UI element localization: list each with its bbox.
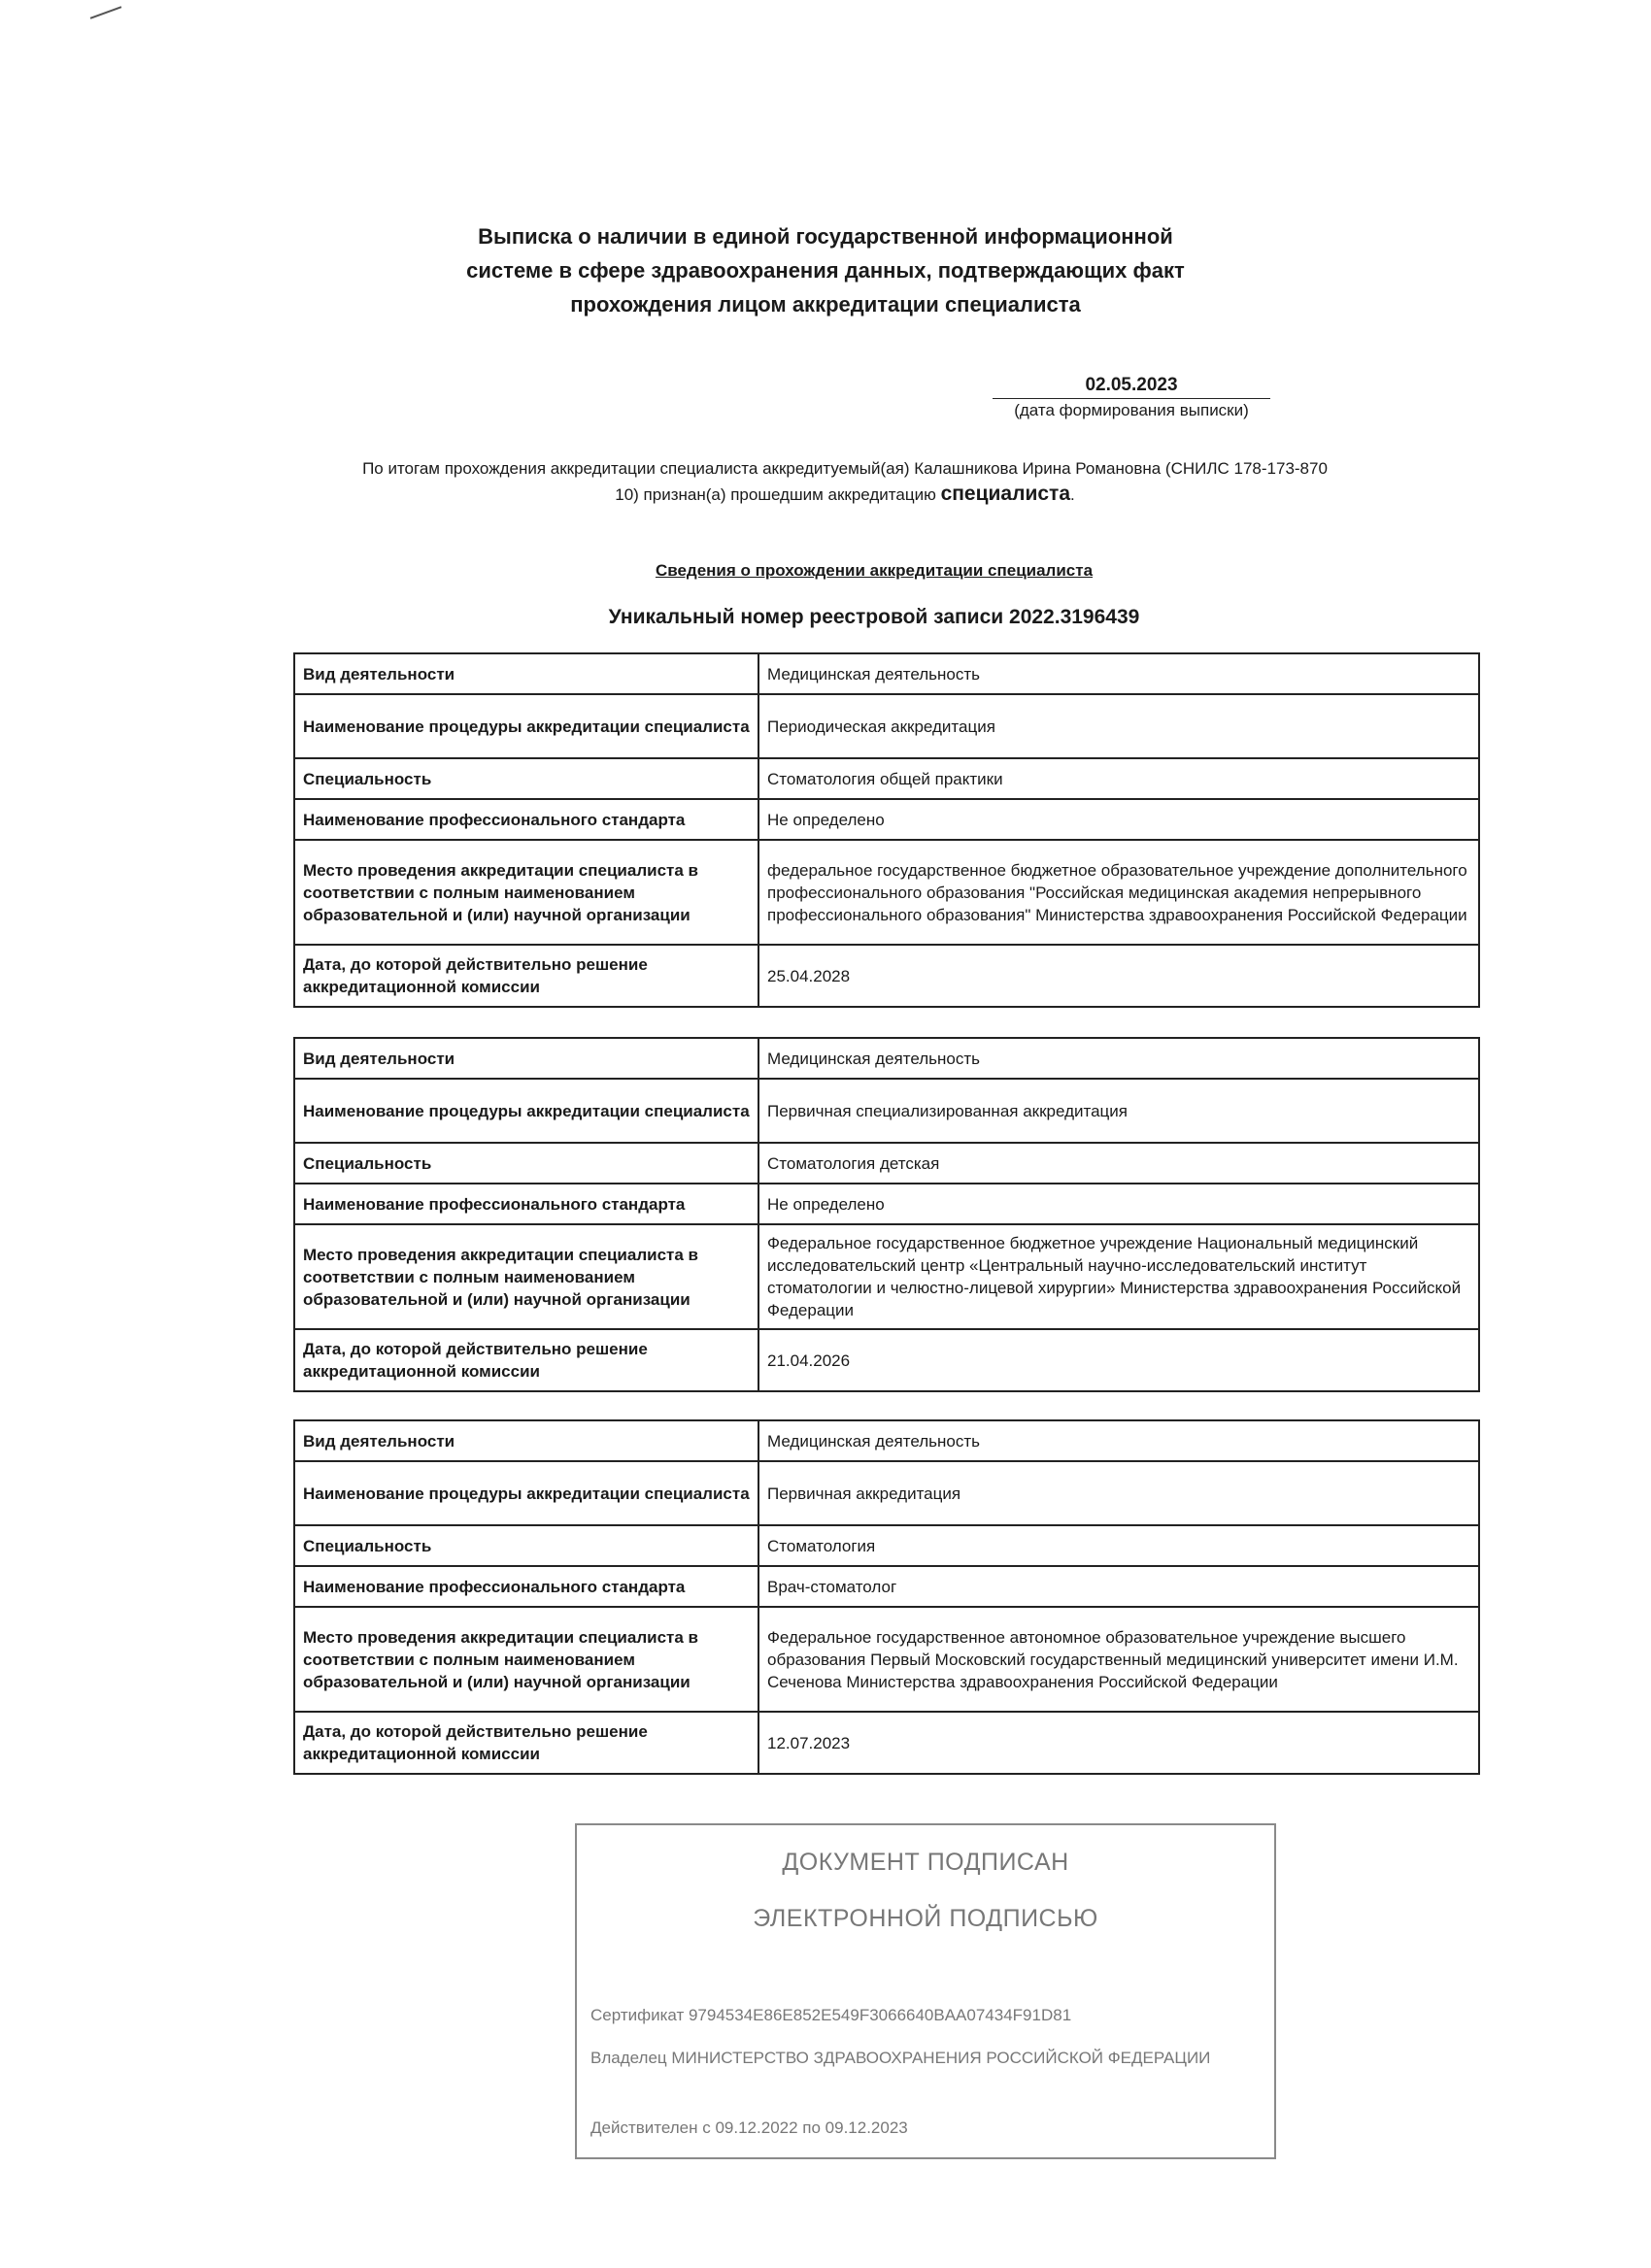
row-label: Специальность xyxy=(294,1525,758,1566)
row-value: Стоматология xyxy=(758,1525,1479,1566)
row-value: Федеральное государственное автономное образовательное учреждение высшего образования Первый Московский государственный медицинский университет имени И.М. Сеченова Министерства здравоохранения Российской Федерации xyxy=(758,1607,1479,1712)
row-label: Наименование процедуры аккредитации специалиста xyxy=(294,694,758,758)
table-row xyxy=(294,694,1479,758)
accreditation-record-table xyxy=(293,652,1480,1008)
row-value: Медицинская деятельность xyxy=(758,653,1479,694)
row-value: 25.04.2028 xyxy=(758,945,1479,1007)
table-row xyxy=(294,1143,1479,1184)
stamp-owner: Владелец МИНИСТЕРСТВО ЗДРАВООХРАНЕНИЯ РОССИЙСКОЙ ФЕДЕРАЦИИ xyxy=(590,2049,1211,2067)
accreditation-record-table xyxy=(293,1037,1480,1392)
title-line: системе в сфере здравоохранения данных, подтверждающих факт xyxy=(466,258,1185,283)
table-row xyxy=(294,1712,1479,1774)
intro-period: . xyxy=(1070,485,1075,504)
table-row xyxy=(294,1329,1479,1391)
intro-line xyxy=(253,482,1437,508)
registry-number: Уникальный номер реестровой записи 2022.3196439 xyxy=(608,606,1140,628)
statement-date-caption: (дата формирования выписки) xyxy=(1014,401,1249,419)
table-row xyxy=(294,653,1479,694)
row-label: Вид деятельности xyxy=(294,1038,758,1079)
row-label: Вид деятельности xyxy=(294,653,758,694)
accreditation-record-table xyxy=(293,1419,1480,1775)
table-row xyxy=(294,1461,1479,1525)
table-row xyxy=(294,1079,1479,1143)
table-row xyxy=(294,1525,1479,1566)
table-row xyxy=(294,758,1479,799)
statement-date: 02.05.2023 xyxy=(993,373,1270,399)
table-row xyxy=(294,1038,1479,1079)
stamp-heading: ДОКУМЕНТ ПОДПИСАН xyxy=(782,1849,1069,1876)
table-row xyxy=(294,1607,1479,1712)
row-value: Периодическая аккредитация xyxy=(758,694,1479,758)
intro-paragraph xyxy=(253,456,1437,508)
table-row xyxy=(294,799,1479,840)
row-label: Место проведения аккредитации специалиста в соответствии с полным наименованием образовательной и (или) научной организации xyxy=(294,840,758,945)
intro-emphasis: специалиста xyxy=(940,483,1070,505)
table-row xyxy=(294,1566,1479,1607)
row-value: Стоматология детская xyxy=(758,1143,1479,1184)
row-label: Вид деятельности xyxy=(294,1420,758,1461)
title-line: прохождения лицом аккредитации специалиста xyxy=(570,292,1081,317)
row-value: Первичная аккредитация xyxy=(758,1461,1479,1525)
row-value: Не определено xyxy=(758,799,1479,840)
statement-date-block xyxy=(993,373,1270,422)
table-row xyxy=(294,945,1479,1007)
row-label: Наименование процедуры аккредитации специалиста xyxy=(294,1461,758,1525)
row-value: Медицинская деятельность xyxy=(758,1038,1479,1079)
row-label: Место проведения аккредитации специалиста в соответствии с полным наименованием образовательной и (или) научной организации xyxy=(294,1224,758,1329)
row-value: Медицинская деятельность xyxy=(758,1420,1479,1461)
row-value: 21.04.2026 xyxy=(758,1329,1479,1391)
row-label: Специальность xyxy=(294,758,758,799)
table-row xyxy=(294,840,1479,945)
stamp-validity: Действителен с 09.12.2022 по 09.12.2023 xyxy=(590,2118,908,2137)
table-row xyxy=(294,1420,1479,1461)
row-label: Специальность xyxy=(294,1143,758,1184)
intro-text: 10) признан(а) прошедшим аккредитацию xyxy=(615,485,941,504)
stamp-heading: ЭЛЕКТРОННОЙ ПОДПИСЬЮ xyxy=(753,1905,1098,1932)
row-value: 12.07.2023 xyxy=(758,1712,1479,1774)
row-label: Наименование профессионального стандарта xyxy=(294,1566,758,1607)
row-value: Первичная специализированная аккредитация xyxy=(758,1079,1479,1143)
stamp-certificate: Сертификат 9794534E86E852E549F3066640BAA07434F91D81 xyxy=(590,2006,1072,2024)
row-label: Место проведения аккредитации специалиста в соответствии с полным наименованием образовательной и (или) научной организации xyxy=(294,1607,758,1712)
document-title xyxy=(291,219,1360,321)
intro-line: По итогам прохождения аккредитации специалиста аккредитуемый(ая) Калашникова Ирина Романовна (СНИЛС 178-173-870 xyxy=(362,459,1328,478)
scan-artifact-mark xyxy=(90,6,122,19)
row-value: федеральное государственное бюджетное образовательное учреждение дополнительного профессионального образования "Российская медицинская академия непрерывного профессионального образования" Министерства здравоохранения Российской Федерации xyxy=(758,840,1479,945)
row-value: Федеральное государственное бюджетное учреждение Национальный медицинский исследовательский центр «Центральный научно-исследовательский институт стоматологии и челюстно-лицевой хирургии» Министерства здравоохранения Российской Федерации xyxy=(758,1224,1479,1329)
table-row xyxy=(294,1184,1479,1224)
row-value: Врач-стоматолог xyxy=(758,1566,1479,1607)
table-row xyxy=(294,1224,1479,1329)
row-value: Не определено xyxy=(758,1184,1479,1224)
title-line: Выписка о наличии в единой государственной информационной xyxy=(478,224,1173,249)
row-label: Наименование профессионального стандарта xyxy=(294,1184,758,1224)
section-title: Сведения о прохождении аккредитации специалиста xyxy=(655,561,1094,580)
row-value: Стоматология общей практики xyxy=(758,758,1479,799)
row-label: Дата, до которой действительно решение аккредитационной комиссии xyxy=(294,945,758,1007)
row-label: Наименование процедуры аккредитации специалиста xyxy=(294,1079,758,1143)
row-label: Дата, до которой действительно решение аккредитационной комиссии xyxy=(294,1329,758,1391)
row-label: Дата, до которой действительно решение аккредитационной комиссии xyxy=(294,1712,758,1774)
row-label: Наименование профессионального стандарта xyxy=(294,799,758,840)
electronic-signature-stamp xyxy=(575,1823,1276,2159)
